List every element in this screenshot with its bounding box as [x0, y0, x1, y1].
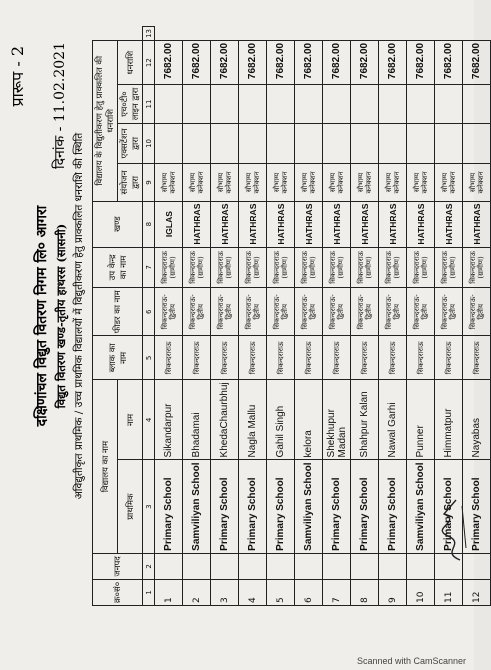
row-block: सिकन्दराराऊ	[183, 336, 211, 380]
row-sno: 1	[155, 579, 183, 605]
row-est3	[379, 85, 407, 123]
row-sno: 9	[379, 579, 407, 605]
row-connection: सौभाग्य कनेक्शन	[379, 164, 407, 201]
row-connection: सौभाग्य कनेक्शन	[239, 164, 267, 201]
column-index-cell: 4	[143, 380, 155, 460]
row-district	[295, 553, 323, 579]
row-amount: 7682.00	[183, 40, 211, 84]
document-title: दक्षिणांचल विद्युत वितरण निगम लि० आगरा	[34, 205, 50, 427]
row-feeder: सिकन्दराराऊ-द्वितीय	[351, 288, 379, 336]
row-village: Nayabas	[463, 380, 491, 460]
column-index-cell: 8	[143, 201, 155, 247]
row-district	[183, 553, 211, 579]
row-block: सिकन्दराराऊ	[155, 336, 183, 380]
row-school: Samviliyan School	[295, 460, 323, 553]
row-school: Primary School	[155, 460, 183, 553]
row-amount: 7682.00	[211, 40, 239, 84]
col-type: प्राथमिक	[118, 460, 143, 553]
row-feeder2: सिकन्दराराऊ (ग्रामीण)	[295, 247, 323, 288]
row-division: HATHRAS	[239, 201, 267, 247]
row-village: Shahpur Kalan	[351, 380, 379, 460]
col-total: धनराशि	[118, 40, 143, 84]
row-est3	[267, 85, 295, 123]
row-feeder2: सिकन्दराराऊ (ग्रामीण)	[407, 247, 435, 288]
row-connection: सौभाग्य कनेक्शन	[351, 164, 379, 201]
row-block: सिकन्दराराऊ	[239, 336, 267, 380]
col-sno: क्र०सं०	[93, 579, 143, 605]
row-est2	[211, 123, 239, 164]
row-est2	[463, 123, 491, 164]
col-est3: एच०टी० लाइन द्वारा	[118, 85, 143, 123]
row-block: सिकन्दराराऊ	[435, 336, 463, 380]
table-row	[407, 27, 435, 606]
row-division: HATHRAS	[267, 201, 295, 247]
row-feeder2: सिकन्दराराऊ (ग्रामीण)	[463, 247, 491, 288]
row-district	[211, 553, 239, 579]
row-connection: सौभाग्य कनेक्शन	[155, 164, 183, 201]
row-sno: 5	[267, 579, 295, 605]
row-block: सिकन्दराराऊ	[295, 336, 323, 380]
row-school: Primary School	[267, 460, 295, 553]
row-est3	[351, 85, 379, 123]
row-school: Primary School	[463, 460, 491, 553]
row-est2	[295, 123, 323, 164]
table-row	[183, 27, 211, 606]
col-block: ब्लाक का नाम	[93, 336, 143, 380]
row-est2	[267, 123, 295, 164]
row-connection: सौभाग्य कनेक्शन	[463, 164, 491, 201]
row-school: Primary School	[379, 460, 407, 553]
row-school: Primary School	[435, 460, 463, 553]
row-village: Sikandarpur	[155, 380, 183, 460]
table-row	[351, 27, 379, 606]
row-sno: 10	[407, 579, 435, 605]
table-row	[323, 27, 351, 606]
document-subtitle: विद्युत वितरण खण्ड-तृतीय हाथरस (सासनी)	[54, 223, 68, 409]
document-subtitle-2: अविद्युतीकृत प्राथमिक / उच्च प्राथमिक विद्यालयों में विद्युतीकरण हेतु प्राक्कलित धनराशि की स्थिति	[73, 132, 85, 500]
row-district	[267, 553, 295, 579]
table-row	[295, 27, 323, 606]
col-name: नाम	[118, 380, 143, 460]
col-division: खण्ड	[93, 201, 143, 247]
row-village: Punner	[407, 380, 435, 460]
row-division: HATHRAS	[211, 201, 239, 247]
row-amount: 7682.00	[435, 40, 463, 84]
signature-mark	[432, 496, 472, 566]
row-village: Nagla Mallu	[239, 380, 267, 460]
row-district	[239, 553, 267, 579]
table-row	[267, 27, 295, 606]
row-amount: 7682.00	[295, 40, 323, 84]
table-row	[239, 27, 267, 606]
row-amount: 7682.00	[267, 40, 295, 84]
row-division: HATHRAS	[407, 201, 435, 247]
scanner-watermark: Scanned with CamScanner	[356, 656, 466, 666]
row-amount: 7682.00	[463, 40, 491, 84]
row-feeder: सिकन्दराराऊ-द्वितीय	[183, 288, 211, 336]
col-est1: संयोजन द्वारा	[118, 164, 143, 201]
row-division: HATHRAS	[323, 201, 351, 247]
row-est3	[323, 85, 351, 123]
column-index-cell: 5	[143, 336, 155, 380]
col-vidyalaya-group: विद्यालय का नाम	[93, 380, 118, 553]
row-sno: 3	[211, 579, 239, 605]
row-division: IGLAS	[155, 201, 183, 247]
row-village: Gahil Singh	[267, 380, 295, 460]
row-sno: 2	[183, 579, 211, 605]
row-feeder: सिकन्दराराऊ-द्वितीय	[295, 288, 323, 336]
row-sno: 11	[435, 579, 463, 605]
row-sno: 6	[295, 579, 323, 605]
row-feeder2: सिकन्दराराऊ (ग्रामीण)	[239, 247, 267, 288]
row-feeder: सिकन्दराराऊ-द्वितीय	[379, 288, 407, 336]
row-amount: 7682.00	[379, 40, 407, 84]
rotated-document-sheet	[8, 26, 485, 606]
row-amount: 7682.00	[407, 40, 435, 84]
row-village: kelora	[295, 380, 323, 460]
row-connection: सौभाग्य कनेक्शन	[323, 164, 351, 201]
row-school: Primary School	[239, 460, 267, 553]
row-amount: 7682.00	[351, 40, 379, 84]
row-amount: 7682.00	[239, 40, 267, 84]
row-feeder: सिकन्दराराऊ-द्वितीय	[463, 288, 491, 336]
row-feeder: सिकन्दराराऊ-द्वितीय	[407, 288, 435, 336]
row-division: HATHRAS	[463, 201, 491, 247]
row-connection: सौभाग्य कनेक्शन	[183, 164, 211, 201]
row-village: Bhadamai	[183, 380, 211, 460]
row-est2	[435, 123, 463, 164]
column-index-row	[143, 27, 155, 606]
row-district	[379, 553, 407, 579]
row-est3	[435, 85, 463, 123]
row-school: Primary School	[211, 460, 239, 553]
row-connection: सौभाग्य कनेक्शन	[295, 164, 323, 201]
column-index-cell: 11	[143, 85, 155, 123]
row-block: सिकन्दराराऊ	[379, 336, 407, 380]
row-feeder: सिकन्दराराऊ-द्वितीय	[239, 288, 267, 336]
row-district	[323, 553, 351, 579]
row-connection: सौभाग्य कनेक्शन	[267, 164, 295, 201]
row-amount: 7682.00	[155, 40, 183, 84]
row-est3	[295, 85, 323, 123]
row-connection: सौभाग्य कनेक्शन	[211, 164, 239, 201]
row-block: सिकन्दराराऊ	[407, 336, 435, 380]
row-feeder2: सिकन्दराराऊ (ग्रामीण)	[351, 247, 379, 288]
col-feeder11: उप केन्द्र का नाम	[93, 247, 143, 288]
column-index-cell: 12	[143, 40, 155, 84]
row-feeder: सिकन्दराराऊ-द्वितीय	[155, 288, 183, 336]
column-index-cell: 6	[143, 288, 155, 336]
row-est2	[379, 123, 407, 164]
row-est2	[407, 123, 435, 164]
row-division: HATHRAS	[435, 201, 463, 247]
row-est3	[463, 85, 491, 123]
row-division: HATHRAS	[295, 201, 323, 247]
row-est2	[323, 123, 351, 164]
row-block: सिकन्दराराऊ	[323, 336, 351, 380]
row-school: Primary School	[351, 460, 379, 553]
row-district	[155, 553, 183, 579]
col-estimate-group: विद्यालय के विद्युतीकरण हेतु प्राक्कलित की धनराशि	[93, 40, 118, 201]
row-sno: 8	[351, 579, 379, 605]
row-est3	[239, 85, 267, 123]
column-index-cell: 10	[143, 123, 155, 164]
row-amount: 7682.00	[323, 40, 351, 84]
table-row	[379, 27, 407, 606]
row-sno: 4	[239, 579, 267, 605]
column-index-cell: 7	[143, 247, 155, 288]
row-block: सिकन्दराराऊ	[351, 336, 379, 380]
row-feeder2: सिकन्दराराऊ (ग्रामीण)	[379, 247, 407, 288]
row-village: KhedaChaurbhuj	[211, 380, 239, 460]
row-village: Shekhupur Madan	[323, 380, 351, 460]
row-sno: 7	[323, 579, 351, 605]
row-est3	[407, 85, 435, 123]
row-sno: 12	[463, 579, 491, 605]
row-feeder: सिकन्दराराऊ-द्वितीय	[267, 288, 295, 336]
row-village: Himmatpur	[435, 380, 463, 460]
row-feeder: सिकन्दराराऊ-द्वितीय	[323, 288, 351, 336]
column-index-cell: 3	[143, 460, 155, 553]
column-index-cell: 2	[143, 553, 155, 579]
column-index-cell: 1	[143, 579, 155, 605]
row-est2	[239, 123, 267, 164]
column-index-cell: 9	[143, 164, 155, 201]
row-est2	[155, 123, 183, 164]
table-row	[155, 27, 183, 606]
row-village: Nawal Garhi	[379, 380, 407, 460]
row-division: HATHRAS	[183, 201, 211, 247]
row-feeder: सिकन्दराराऊ-द्वितीय	[435, 288, 463, 336]
document-date: दिनांक - 11.02.2021	[52, 42, 68, 169]
col-feeder33: फीडर का नाम	[93, 288, 143, 336]
row-feeder2: सिकन्दराराऊ (ग्रामीण)	[211, 247, 239, 288]
table-row	[211, 27, 239, 606]
row-block: सिकन्दराराऊ	[463, 336, 491, 380]
row-feeder2: सिकन्दराराऊ (ग्रामीण)	[183, 247, 211, 288]
row-feeder2: सिकन्दराराऊ (ग्रामीण)	[323, 247, 351, 288]
row-division: HATHRAS	[351, 201, 379, 247]
row-feeder2: सिकन्दराराऊ (ग्रामीण)	[267, 247, 295, 288]
row-school: Samviliyan School	[183, 460, 211, 553]
row-division: HATHRAS	[379, 201, 407, 247]
col-district: जनपद	[93, 553, 143, 579]
row-block: सिकन्दराराऊ	[211, 336, 239, 380]
row-school: Samviliyan School	[407, 460, 435, 553]
row-district	[351, 553, 379, 579]
row-connection: सौभाग्य कनेक्शन	[435, 164, 463, 201]
col-est2: एक्सटेंशन द्वारा	[118, 123, 143, 164]
row-feeder2: सिकन्दराराऊ (ग्रामीण)	[435, 247, 463, 288]
row-district	[407, 553, 435, 579]
row-est3	[155, 85, 183, 123]
row-school: Primary School	[323, 460, 351, 553]
row-feeder: सिकन्दराराऊ-द्वितीय	[211, 288, 239, 336]
row-feeder2: सिकन्दराराऊ (ग्रामीण)	[155, 247, 183, 288]
row-connection: सौभाग्य कनेक्शन	[407, 164, 435, 201]
form-number: प्रारूप - 2	[8, 46, 27, 107]
row-est3	[183, 85, 211, 123]
row-est2	[183, 123, 211, 164]
column-index-cell: 13	[143, 27, 155, 41]
row-est2	[351, 123, 379, 164]
row-block: सिकन्दराराऊ	[267, 336, 295, 380]
row-est3	[211, 85, 239, 123]
